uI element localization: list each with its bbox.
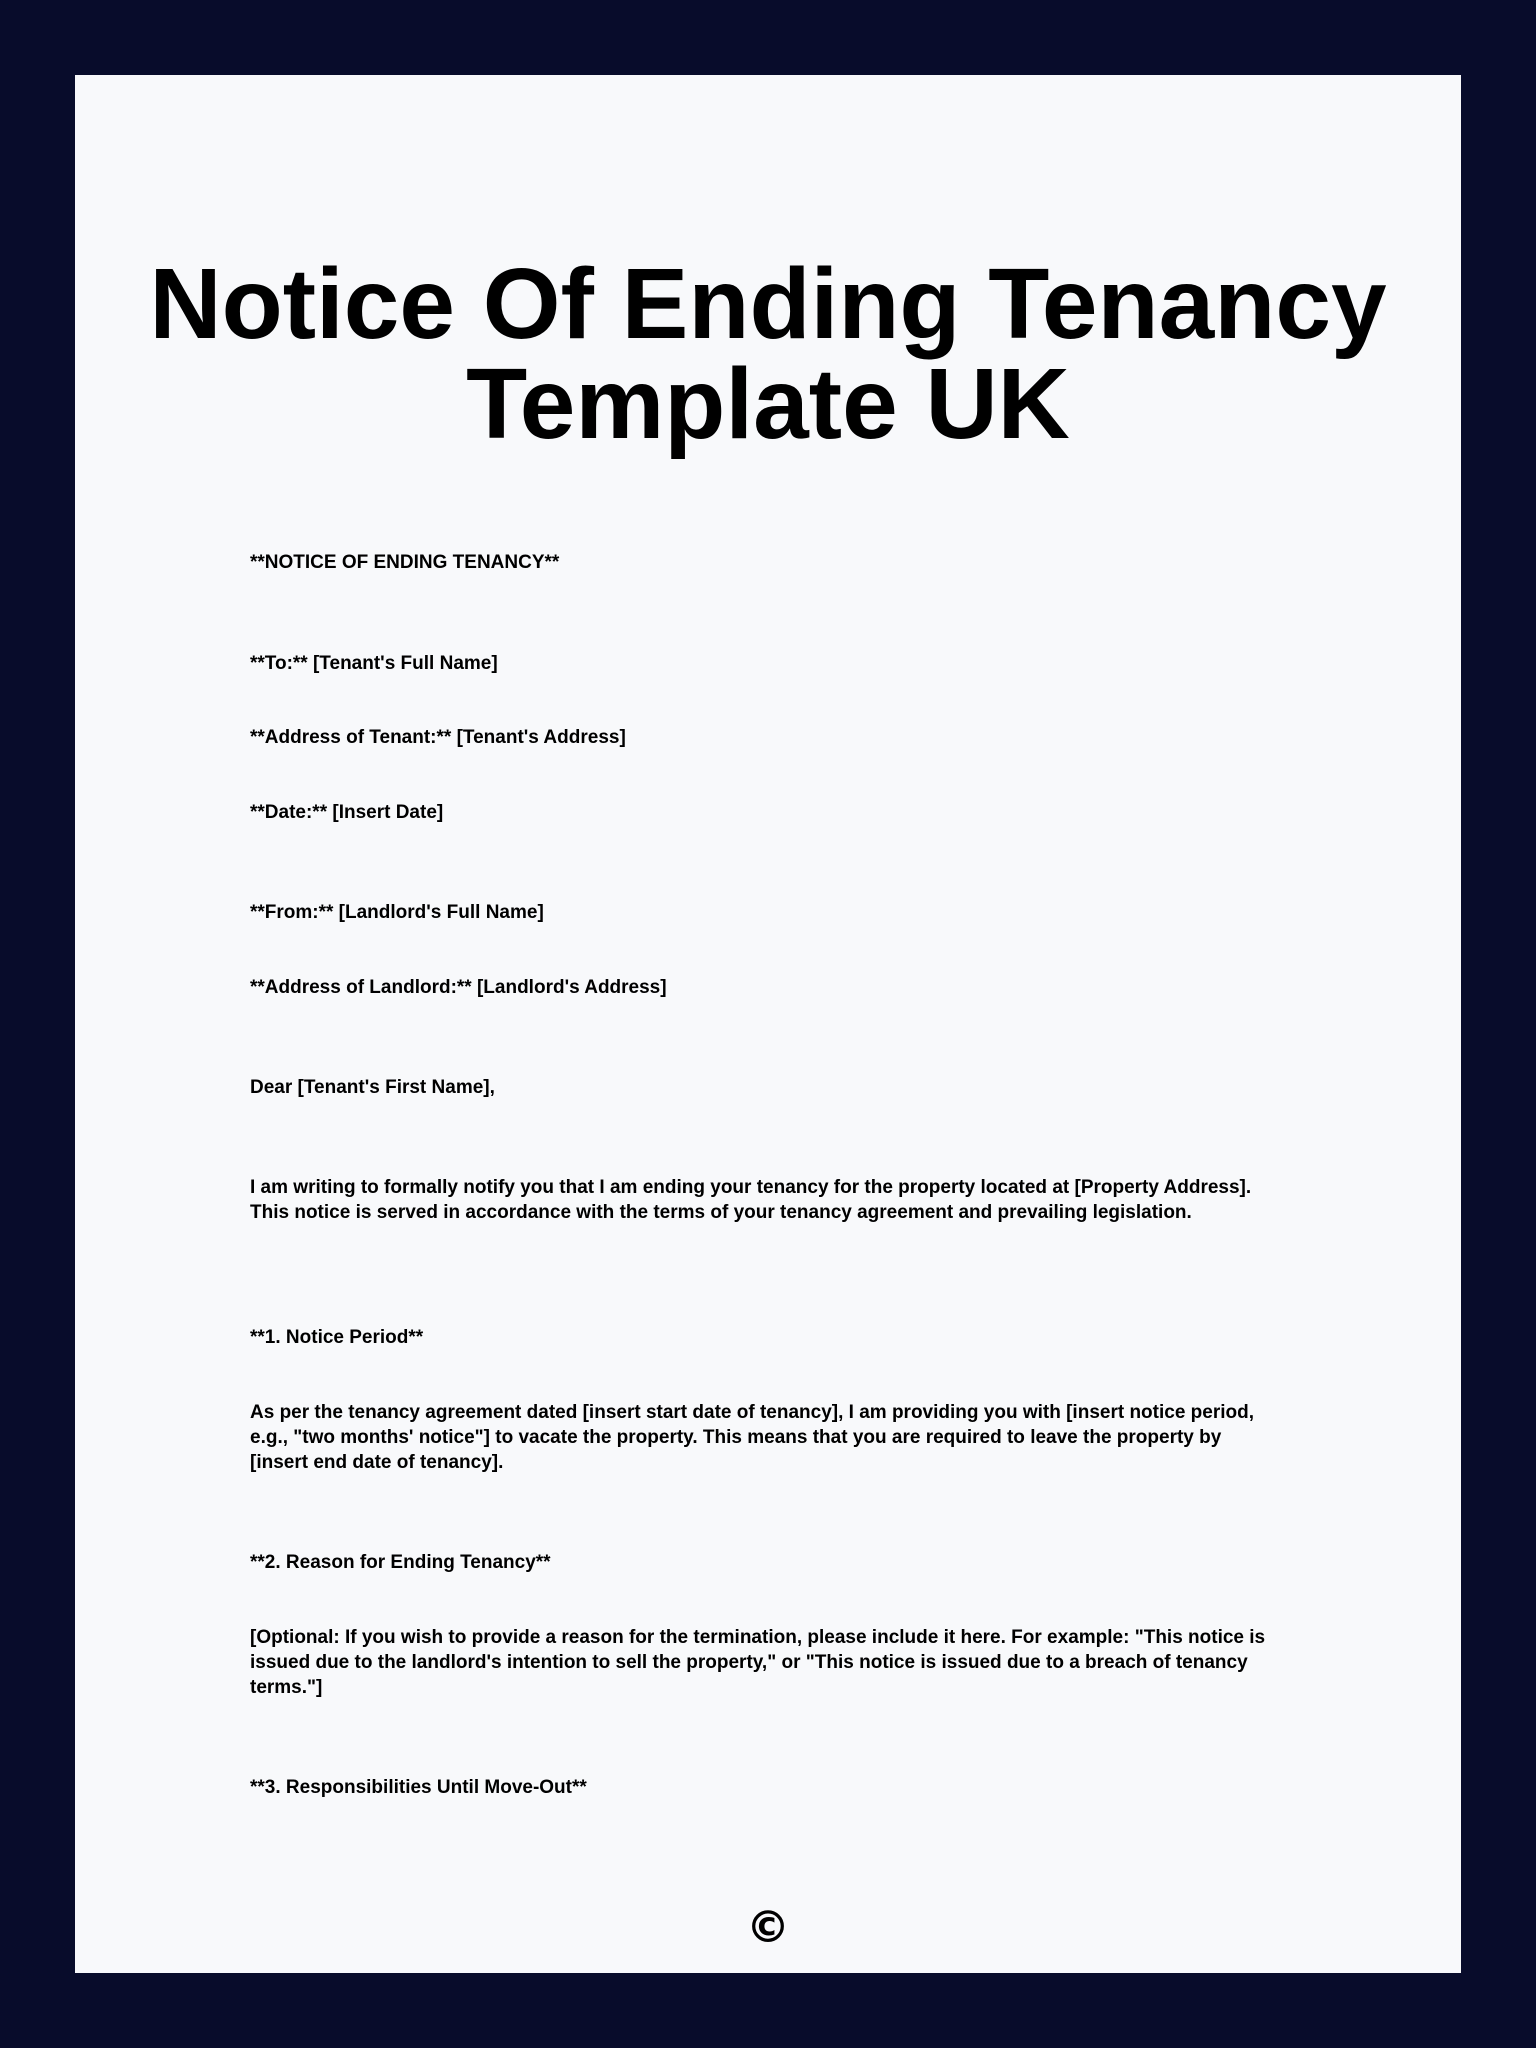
section-heading-reason: **2. Reason for Ending Tenancy** <box>250 1552 551 1573</box>
section-heading-responsibilities: **3. Responsibilities Until Move-Out** <box>250 1777 587 1798</box>
document-title <box>75 248 1461 460</box>
from-field: **From:** [Landlord's Full Name] <box>250 902 544 923</box>
intro-paragraph: I am writing to formally notify you that I am ending your tenancy for the property located at [Property Address]. This notice is served in accordance with the terms of your tenancy agreement and prevailing legislation. <box>250 1177 1252 1223</box>
date-field: **Date:** [Insert Date] <box>250 802 444 823</box>
landlord-address-field: **Address of Landlord:** [Landlord's Address] <box>250 977 667 998</box>
document-page <box>75 75 1461 1973</box>
notice-period-paragraph: As per the tenancy agreement dated [insert start date of tenancy], I am providing you with [insert notice period, e.g., "two months' notice"] to vacate the property. This means that you are required to leave the property by [insert end date of tenancy]. <box>250 1402 1255 1473</box>
section-heading-notice-period: **1. Notice Period** <box>250 1327 424 1348</box>
reason-paragraph: [Optional: If you wish to provide a reason for the termination, please include it here. For example: "This notice is issued due to the landlord's intention to sell the property," or "This notice is issued due to a breach of tenancy terms."] <box>250 1627 1266 1698</box>
tenant-address-field: **Address of Tenant:** [Tenant's Address] <box>250 727 626 748</box>
salutation: Dear [Tenant's First Name], <box>250 1077 495 1098</box>
to-field: **To:** [Tenant's Full Name] <box>250 653 498 674</box>
notice-heading: **NOTICE OF ENDING TENANCY** <box>250 552 560 573</box>
copyright-icon: © <box>746 1902 790 1953</box>
title-line-1: Notice Of Ending Tenancy <box>149 248 1387 360</box>
title-line-2: Template UK <box>466 348 1070 460</box>
